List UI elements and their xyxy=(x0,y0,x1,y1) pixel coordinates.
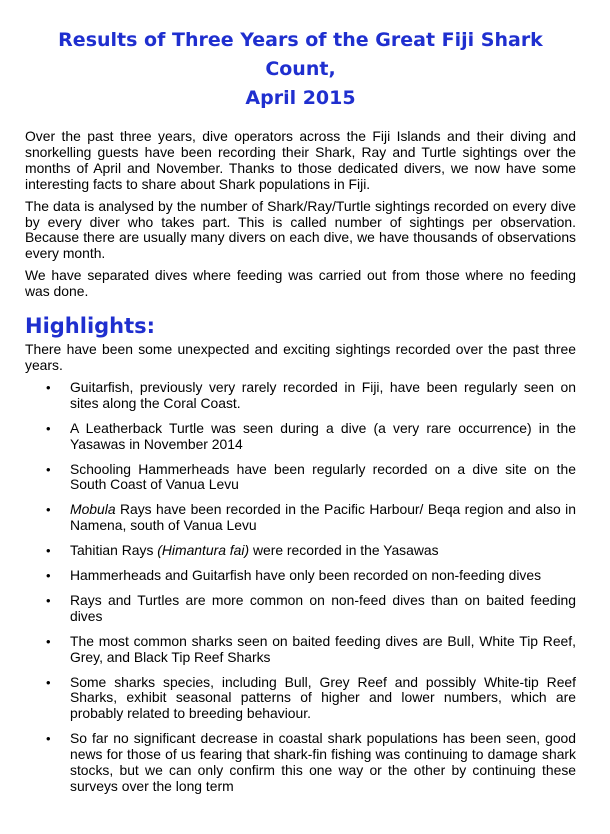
intro-paragraph-3: We have separated dives where feeding was carried out from those where no feeding was done. xyxy=(25,267,576,300)
list-item xyxy=(25,380,576,412)
list-item-text-after: were recorded in the Yasawas xyxy=(249,542,439,559)
bullet-marker: • xyxy=(46,568,51,584)
list-item-text: Guitarfish, previously very rarely recorded in Fiji, have been regularly seen on sites along the Coral Coast. xyxy=(70,378,576,411)
list-item-text-before: Tahitian Rays xyxy=(70,542,158,559)
document-page xyxy=(25,26,576,804)
list-item-text-rest: Rays have been recorded in the Pacific Harbour/ Beqa region and also in Namena, south of Vanua Levu xyxy=(70,501,576,534)
list-item xyxy=(25,543,576,559)
highlights-heading: Highlights: xyxy=(25,314,156,339)
list-item-text: Schooling Hammerheads have been regularly recorded on a dive site on the South Coast of Vanua Levu xyxy=(70,460,576,493)
list-item-text: The most common sharks seen on baited feeding dives are Bull, White Tip Reef, Grey, and Black Tip Reef Sharks xyxy=(70,632,576,665)
bullet-marker: • xyxy=(46,674,51,690)
bullet-marker: • xyxy=(46,731,51,747)
list-item xyxy=(25,731,576,795)
bullet-marker: • xyxy=(46,543,51,559)
list-item xyxy=(25,675,576,723)
list-item xyxy=(25,462,576,494)
italic-species-name: Mobula xyxy=(70,501,116,518)
intro-paragraph-1: Over the past three years, dive operators across the Fiji Islands and their diving and snorkelling guests have been recording their Shark, Ray and Turtle sightings over the months of April and November. Thanks to those dedicated divers, we now have some interesting facts to share about Shark populations in Fiji. xyxy=(25,128,576,192)
bullet-marker: • xyxy=(46,502,51,518)
bullet-marker: • xyxy=(46,633,51,649)
list-item xyxy=(25,593,576,625)
highlights-list xyxy=(25,380,576,795)
intro-paragraph-2: The data is analysed by the number of Shark/Ray/Turtle sightings recorded on every dive by every diver who takes part. This is called number of sightings per observation. Because there are usually many divers on each dive, we have thousands of observations every month. xyxy=(25,197,576,262)
list-item xyxy=(25,421,576,453)
bullet-marker: • xyxy=(46,379,51,395)
list-item-text: Hammerheads and Guitarfish have only been recorded on non-feeding dives xyxy=(70,567,542,584)
bullet-marker: • xyxy=(46,420,51,436)
highlights-intro: There have been some unexpected and exciting sightings recorded over the past three years. xyxy=(25,341,576,373)
list-item-text: So far no significant decrease in coastal shark populations has been seen, good news for those of us fearing that shark-fin fishing was continuing to damage shark stocks, but we can only confirm this one way or the other by continuing these surveys over the long term xyxy=(70,730,576,794)
list-item xyxy=(25,502,576,534)
italic-species-name: (Himantura fai) xyxy=(157,542,250,559)
list-item-text xyxy=(70,542,439,558)
bullet-marker: • xyxy=(46,461,51,477)
document-title xyxy=(25,26,576,113)
list-item-text: Rays and Turtles are more common on non-feed dives than on baited feeding dives xyxy=(70,591,576,624)
list-item xyxy=(25,634,576,666)
bullet-marker: • xyxy=(46,592,51,608)
intro-section xyxy=(25,129,576,300)
list-item xyxy=(25,568,576,584)
list-item-text xyxy=(70,501,576,533)
list-item-text: Some sharks species, including Bull, Grey Reef and possibly White-tip Reef Sharks, exhibit seasonal patterns of higher and lower numbers, which are probably related to breeding behaviour. xyxy=(70,673,576,722)
list-item-text: A Leatherback Turtle was seen during a dive (a very rare occurrence) in the Yasawas in November 2014 xyxy=(70,419,576,452)
title-line-1: Results of Three Years of the Great Fiji Shark Count, xyxy=(58,29,543,80)
title-line-2: April 2015 xyxy=(245,87,356,109)
